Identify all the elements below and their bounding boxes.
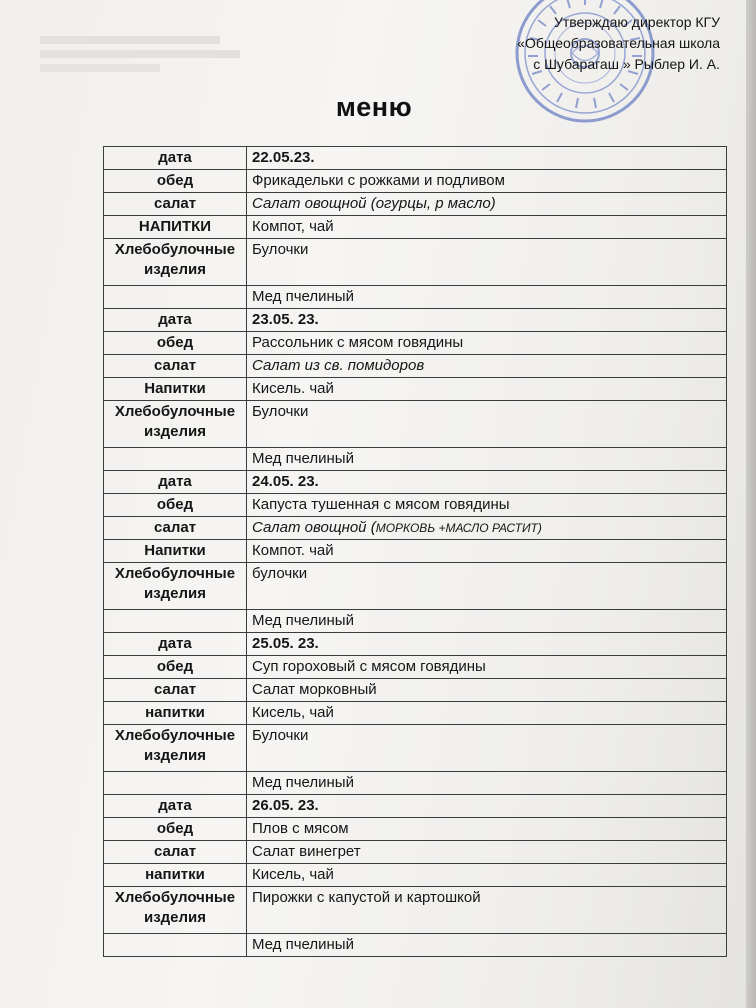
table-row-honey	[104, 610, 727, 633]
date-value: 24.05. 23.	[247, 471, 727, 494]
table-row-lunch	[104, 332, 727, 355]
date-value: 26.05. 23.	[247, 795, 727, 818]
table-row-honey	[104, 934, 727, 957]
bleed-through-block	[40, 32, 260, 92]
honey-value: Мед пчелиный	[247, 286, 727, 309]
drinks-label: Напитки	[104, 378, 247, 401]
table-row-salad	[104, 355, 727, 378]
bread-value: Булочки	[247, 725, 727, 772]
table-row-drinks	[104, 378, 727, 401]
bread-label: Хлебобулочные изделия	[104, 239, 247, 286]
date-value: 23.05. 23.	[247, 309, 727, 332]
date-label: дата	[104, 147, 247, 170]
table-row-drinks	[104, 540, 727, 563]
salad-value-main: Салат овощной (	[252, 519, 376, 536]
drinks-value: Кисель. чай	[247, 378, 727, 401]
honey-label-empty	[104, 610, 247, 633]
table-row-drinks	[104, 702, 727, 725]
table-row-lunch	[104, 170, 727, 193]
bread-value: Булочки	[247, 239, 727, 286]
table-row-honey	[104, 286, 727, 309]
honey-value: Мед пчелиный	[247, 934, 727, 957]
table-row-salad	[104, 193, 727, 216]
approval-line-3: с Шубарагаш » Рыблер И. А.	[533, 56, 720, 72]
bread-value: Булочки	[247, 401, 727, 448]
table-row-salad	[104, 841, 727, 864]
lunch-value: Рассольник с мясом говядины	[247, 332, 727, 355]
table-row-salad	[104, 517, 727, 540]
bread-label: Хлебобулочные изделия	[104, 563, 247, 610]
lunch-label: обед	[104, 170, 247, 193]
menu-table	[103, 146, 727, 957]
salad-value: Салат из св. помидоров	[247, 355, 727, 378]
table-row-date	[104, 633, 727, 656]
table-row-bread	[104, 887, 727, 934]
lunch-value: Капуста тушенная с мясом говядины	[247, 494, 727, 517]
table-row-bread	[104, 401, 727, 448]
honey-value: Мед пчелиный	[247, 448, 727, 471]
bread-label: Хлебобулочные изделия	[104, 401, 247, 448]
lunch-value: Суп гороховый с мясом говядины	[247, 656, 727, 679]
honey-value: Мед пчелиный	[247, 610, 727, 633]
lunch-value: Фрикадельки с рожками и подливом	[247, 170, 727, 193]
table-row-salad	[104, 679, 727, 702]
table-row-drinks	[104, 864, 727, 887]
table-row-honey	[104, 772, 727, 795]
salad-value: Салат морковный	[247, 679, 727, 702]
honey-value: Мед пчелиный	[247, 772, 727, 795]
honey-label-empty	[104, 448, 247, 471]
lunch-label: обед	[104, 494, 247, 517]
page-edge-shadow	[746, 0, 756, 1008]
salad-label: салат	[104, 193, 247, 216]
lunch-label: обед	[104, 332, 247, 355]
salad-value-detail: МОРКОВЬ +МАСЛО РАСТИТ)	[375, 521, 542, 535]
drinks-value: Кисель, чай	[247, 702, 727, 725]
bread-value: Пирожки с капустой и картошкой	[247, 887, 727, 934]
table-row-lunch	[104, 818, 727, 841]
approval-line-1: Утверждаю директор КГУ	[553, 14, 720, 30]
date-label: дата	[104, 471, 247, 494]
approval-line-2: «Общеобразовательная школа	[517, 35, 720, 51]
bread-value: булочки	[247, 563, 727, 610]
honey-label-empty	[104, 934, 247, 957]
salad-value: Салат винегрет	[247, 841, 727, 864]
salad-label: салат	[104, 355, 247, 378]
table-row-drinks	[104, 216, 727, 239]
bread-label: Хлебобулочные изделия	[104, 725, 247, 772]
bread-label: Хлебобулочные изделия	[104, 887, 247, 934]
drinks-value: Компот, чай	[247, 216, 727, 239]
date-label: дата	[104, 795, 247, 818]
date-value: 22.05.23.	[247, 147, 727, 170]
drinks-label: напитки	[104, 702, 247, 725]
lunch-value: Плов с мясом	[247, 818, 727, 841]
lunch-label: обед	[104, 818, 247, 841]
date-label: дата	[104, 309, 247, 332]
table-row-honey	[104, 448, 727, 471]
table-row-bread	[104, 563, 727, 610]
table-row-date	[104, 309, 727, 332]
salad-value	[247, 517, 727, 540]
table-row-date	[104, 795, 727, 818]
honey-label-empty	[104, 772, 247, 795]
salad-label: салат	[104, 679, 247, 702]
drinks-label: НАПИТКИ	[104, 216, 247, 239]
table-row-date	[104, 147, 727, 170]
honey-label-empty	[104, 286, 247, 309]
approval-block	[420, 12, 720, 75]
lunch-label: обед	[104, 656, 247, 679]
drinks-label: напитки	[104, 864, 247, 887]
drinks-label: Напитки	[104, 540, 247, 563]
drinks-value: Компот. чай	[247, 540, 727, 563]
date-value: 25.05. 23.	[247, 633, 727, 656]
table-row-bread	[104, 725, 727, 772]
date-label: дата	[104, 633, 247, 656]
table-row-lunch	[104, 494, 727, 517]
salad-value: Салат овощной (огурцы, р масло)	[247, 193, 727, 216]
table-row-bread	[104, 239, 727, 286]
drinks-value: Кисель, чай	[247, 864, 727, 887]
page-title: меню	[335, 92, 413, 122]
table-row-lunch	[104, 656, 727, 679]
salad-label: салат	[104, 841, 247, 864]
salad-label: салат	[104, 517, 247, 540]
table-row-date	[104, 471, 727, 494]
